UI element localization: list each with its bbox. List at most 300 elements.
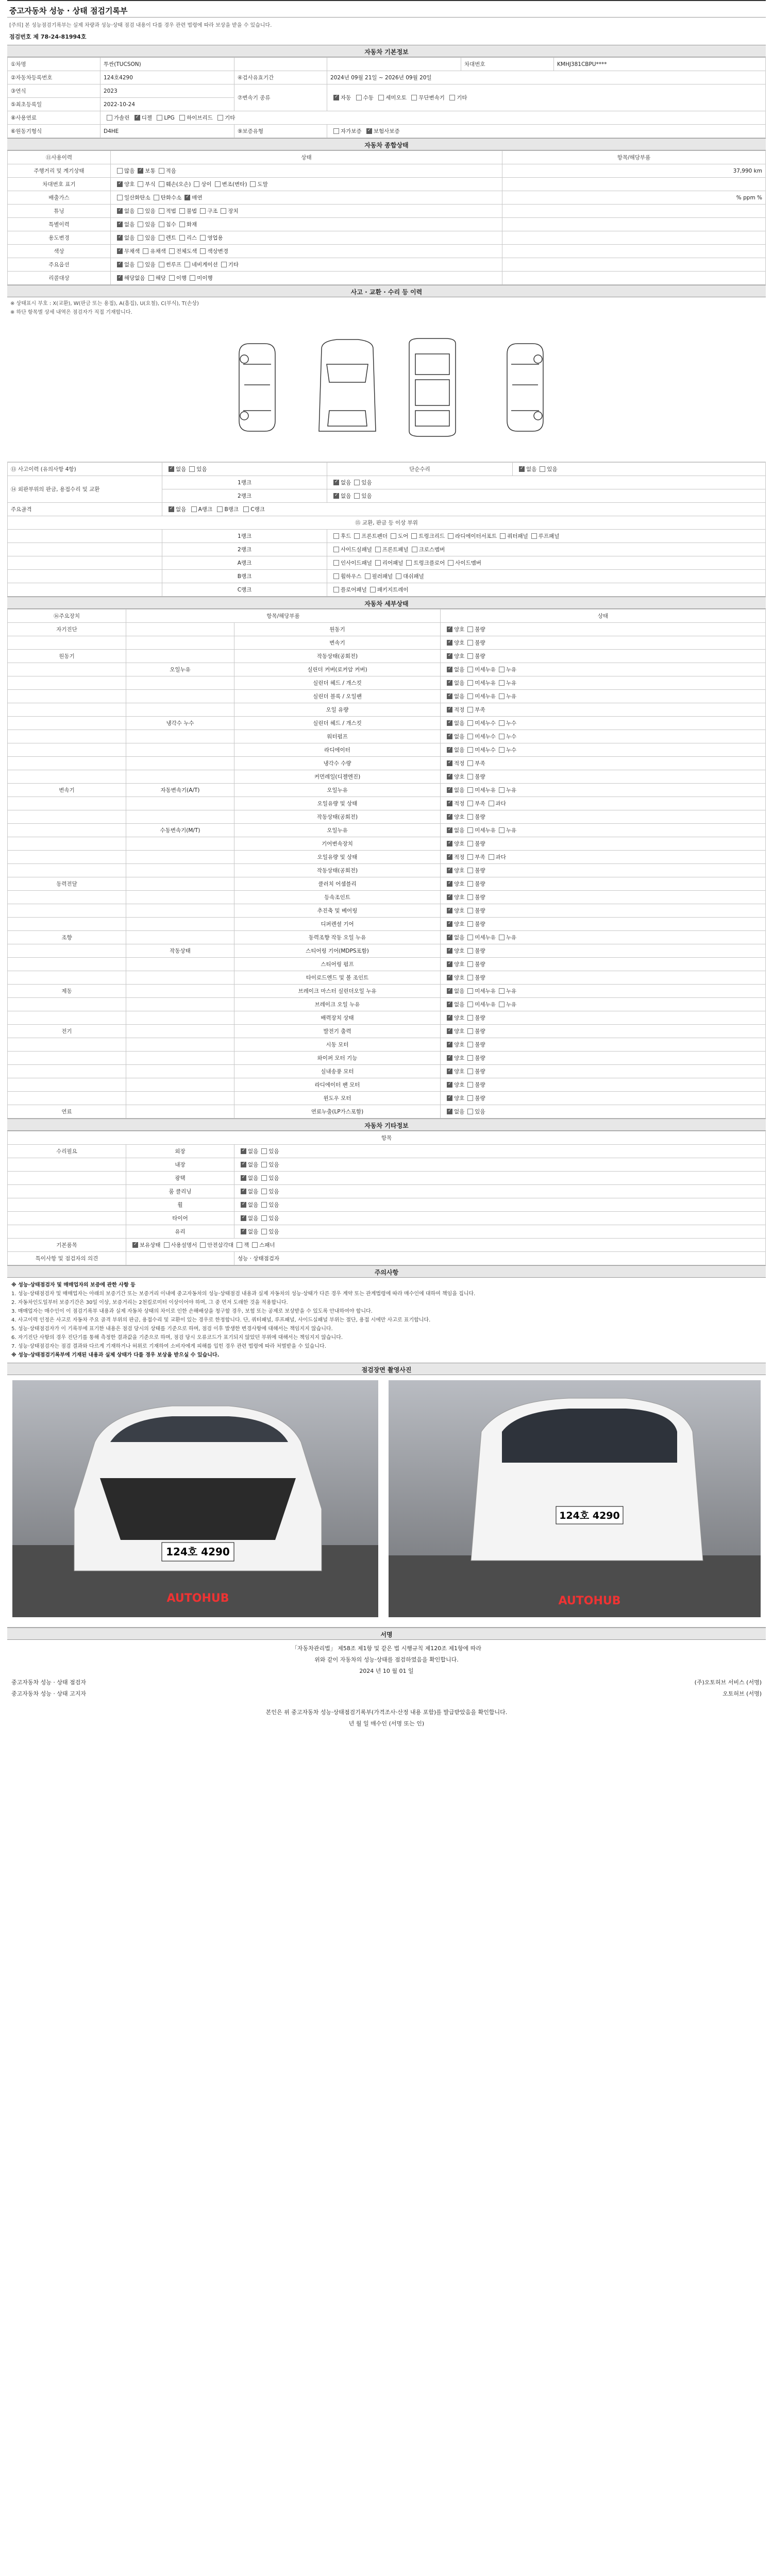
frame-3-1[interactable] [365,573,371,579]
frame-2-3[interactable] [448,560,453,566]
detail-10-check-0[interactable] [447,760,452,766]
frame-2-2[interactable] [406,560,412,566]
detail-4-check-1[interactable] [467,680,473,686]
detail-table [7,609,766,1118]
general-row: 색상 ✓ 무채색 유채색 전체도색 색상변경 [8,245,766,258]
detail-20-check-1[interactable] [467,894,473,900]
fuel-check-4[interactable] [217,115,223,121]
period-label: ④검사유효기간 [234,71,327,84]
frame-4-0[interactable] [333,587,339,592]
detail-7-check-0[interactable] [447,720,452,726]
notice-text: [주의] 본 성능점검기록부는 실제 차량과 성능·상태 점검 내용이 다를 경우 관련 법령에 따라 보상을 받을 수 있습니다. [9,23,272,28]
detail-27-check-2[interactable] [499,988,505,994]
frame-1-1[interactable] [375,547,381,552]
general-row: 리콜대상 ✓ 해당없음 해당 이행 미이행 [8,272,766,285]
basic-table [7,57,766,138]
frame-0-2[interactable] [391,533,396,539]
section-basic: 자동차 기본정보 [7,45,766,57]
general-6-check-1[interactable] [143,248,148,254]
general-3-check-0[interactable] [117,208,123,214]
basic-items-label: 기본품목 [8,1239,126,1252]
other-3-check-0[interactable] [241,1189,246,1194]
detail-6-check-0[interactable] [447,707,452,713]
frame-0-5[interactable] [500,533,506,539]
detail-23-check-1[interactable] [467,935,473,940]
detail-14-check-0[interactable] [447,814,452,820]
general-7-check-0[interactable] [117,262,123,267]
general-4-check-0[interactable] [117,222,123,227]
detail-21-check-0[interactable] [447,908,452,913]
frame-row: B랭크 휠하우스 필러패널 대쉬패널 [8,570,766,583]
general-0-check-1[interactable] [138,168,143,174]
general-row: 주행거리 및 계기상태 많음✓ 보통 적음 37,990 km [8,164,766,178]
detail-8-check-0[interactable] [447,734,452,739]
detail-21-check-1[interactable] [467,908,473,913]
general-6-check-3[interactable] [200,248,206,254]
detail-28-check-2[interactable] [499,1002,505,1007]
other-header: 항목 [8,1131,766,1145]
rank2-yes-check[interactable] [354,493,360,499]
detail-25-check-1[interactable] [467,961,473,967]
frame-1-0[interactable] [333,547,339,552]
caution-item: 1. 성능·상태점검자 및 매매업자는 아래의 보증기간 또는 보증거리 이내에 중고자동차의 성능·상태점검 내용과 실제 자동차의 성능·상태가 다른 경우 계약 또는 관계법령에 따라 매수인에 대하여 책임을 집니다. [11,1291,476,1297]
first-reg-value: 2022-10-24 [100,98,234,111]
detail-8-check-2[interactable] [499,734,505,739]
detail-35-check-0[interactable] [447,1095,452,1101]
detail-row: 시동 모터 ✓ 양호 불량 [8,1038,766,1052]
frame-a-check[interactable] [191,506,197,512]
checker-sign: (주)오토허브 서비스 (서명) [694,1679,762,1686]
name-label: ①차명 [8,58,100,71]
detail-row: 변속기 ✓ 양호 불량 [8,636,766,650]
other-row: 휠 ✓ 없음 있음 [8,1198,766,1212]
detail-row: 실린더 헤드 / 개스킷 ✓ 없음 미세누유 누유 [8,676,766,690]
detail-0-check-0[interactable] [447,626,452,632]
detail-15-check-2[interactable] [499,827,505,833]
detail-row: 윈도우 모터 ✓ 양호 불량 [8,1092,766,1105]
other-5-check-1[interactable] [261,1215,267,1221]
detail-22-check-1[interactable] [467,921,473,927]
general-7-check-1[interactable] [138,262,143,267]
detail-row: 조향 동력조향 작동 오일 누유 ✓ 없음 미세누유 누유 [8,931,766,944]
detail-row: 와이퍼 모터 기능 ✓ 양호 불량 [8,1052,766,1065]
damage-diagram [7,297,766,462]
general-8-check-2[interactable] [169,275,175,281]
detail-27-check-1[interactable] [467,988,473,994]
trans-options: ✓ 자동 수동 세미오토 무단변속기 기타 [327,84,766,111]
detail-25-check-0[interactable] [447,961,452,967]
detail-35-check-1[interactable] [467,1095,473,1101]
detail-13-check-2[interactable] [489,801,494,806]
general-row: 주요옵션 ✓ 없음 있음 썬루프 네비게이션 기타 [8,258,766,272]
frame-row: A랭크 인사이드패널 리어패널 트렁크플로어 사이드멤버 [8,556,766,570]
front-plate-text: 124호 4290 [166,1546,230,1558]
other-table [7,1131,766,1265]
warranty-check-1[interactable] [366,128,372,134]
other-row: 광택 ✓ 없음 있음 [8,1172,766,1185]
detail-33-check-1[interactable] [467,1069,473,1074]
car-top-icon [409,338,456,436]
detail-row: 제동 브레이크 마스터 실린더오일 누유 ✓ 없음 미세누유 누유 [8,985,766,998]
caution-item: 3. 매매업자는 매수인이 이 점검기록부 내용과 실제 자동차 상태의 차이로 인한 손해배상을 청구할 경우, 보험 또는 공제로 보상받을 수 있도록 안내하여야 합니다. [11,1309,373,1314]
trans-check-3[interactable] [411,95,417,100]
frame-section-label: ⑮ 교환, 판금 등 이상 부위 [8,516,766,530]
detail-12-check-0[interactable] [447,787,452,793]
doc-number-label: 점검번호 제 [9,33,39,40]
front-photo [12,1380,378,1617]
general-5-check-1[interactable] [138,235,143,241]
other-6-check-1[interactable] [261,1229,267,1234]
detail-2-check-1[interactable] [467,653,473,659]
detail-24-check-1[interactable] [467,948,473,954]
sign-line1: 「자동차관리법」 제58조 제1항 및 같은 법 시행규칙 제120조 제1항에 따라 [291,1645,482,1652]
basic-item-check-1[interactable] [164,1242,170,1248]
caution-head: ※ 성능·상태점검자 및 매매업자의 보증에 관한 사항 등 [11,1282,136,1288]
fuel-check-2[interactable] [157,115,162,121]
detail-12-check-2[interactable] [499,787,505,793]
trans-check-4[interactable] [449,95,455,100]
general-8-check-0[interactable] [117,275,123,281]
detail-row: 냉각수 수량 ✓ 적정 부족 [8,757,766,770]
detail-row: 원동기 작동상태(공회전) ✓ 양호 불량 [8,650,766,663]
detail-2-check-0[interactable] [447,653,452,659]
detail-row: 기어변속장치 ✓ 양호 불량 [8,837,766,851]
section-general: 자동차 종합상태 [7,138,766,150]
detail-row: 작동상태(공회전) ✓ 양호 불량 [8,864,766,877]
detail-9-check-0[interactable] [447,747,452,753]
detail-17-check-1[interactable] [467,854,473,860]
page-title: 중고자동차 성능 · 상태 점검기록부 [7,0,766,18]
detail-header-0: ⑯주요장치 [8,609,126,623]
detail-34-check-0[interactable] [447,1082,452,1088]
notifier-row: 중고자동차 성능 · 상태 고지자 오토허브 (서명) [11,1688,762,1700]
detail-34-check-1[interactable] [467,1082,473,1088]
fuel-check-1[interactable] [135,115,140,121]
basic-item-check-4[interactable] [252,1242,258,1248]
trans-check-1[interactable] [356,95,362,100]
other-row: 수리필요 외장 ✓ 없음 있음 [8,1145,766,1158]
detail-15-check-0[interactable] [447,827,452,833]
frame-0-1[interactable] [354,533,360,539]
accident-yes-check[interactable] [189,466,195,472]
simple-repair-yes-check[interactable] [540,466,545,472]
period-value: 2024년 09월 21일 ~ 2026년 09월 20일 [327,71,766,84]
front-brand-text: AUTOHUB [166,1592,229,1605]
general-6-check-2[interactable] [169,248,175,254]
general-6-check-0[interactable] [117,248,123,254]
basic-item-check-2[interactable] [200,1242,206,1248]
frame-c-check[interactable] [243,506,249,512]
detail-7-check-1[interactable] [467,720,473,726]
simple-repair-none-check[interactable] [519,466,525,472]
general-3-check-3[interactable] [179,208,185,214]
caution-item: 4. 사고이력 인정은 사고로 자동차 주요 골격 부위의 판금, 용접수리 및 교환이 있는 경우로 한정합니다. 단, 쿼터패널, 루프패널, 사이드실패널 부위는 절단, 용접 시에만 사고로 표기합니다. [11,1317,431,1323]
plate-value: 124호4290 [100,71,234,84]
accident-table: ⑬ 사고이력 (유의사항 4항) ✓ 없음 있음 단순수리 ✓ 없음 있음 ⑭ 외판부위의 판금, 용접수리 및 교환 1랭크 ✓ 없음 있음 2랭크 ✓ 없음 있음 주요골격 ✓ 없음 A랭크 B랭크 C랭크 ⑮ 교환, 판금 등 이상 부위 1랭크 후드 프론트펜더 도어 트렁크리드 라디에이터서포트 쿼터패널 루프패널 2랭크 사이드실패널 프론트패널 크로스멤버 A랭크 인사이드패널 리어패널 트렁크플로어 사이드멤버 B랭크 휠하우스 필러패널 대쉬패널 C랭크 플로어패널 패키지트레이 [7,462,766,597]
other-2-check-1[interactable] [261,1175,267,1181]
detail-29-check-1[interactable] [467,1015,473,1021]
other-5-check-0[interactable] [241,1215,246,1221]
frame-4-1[interactable] [370,587,376,592]
buyer-fields[interactable]: 년 월 일 매수인 (서명 또는 인) [348,1720,425,1727]
checker-row: 중고자동차 성능 · 상태 점검자 (주)오토허브 서비스 (서명) [11,1677,762,1688]
section-caution: 주의사항 [7,1265,766,1278]
detail-5-check-1[interactable] [467,693,473,699]
notifier-sign: 오토허브 (서명) [722,1690,762,1697]
sign-line2: 위와 같이 자동차의 성능·상태를 점검하였음을 확인합니다. [314,1656,459,1663]
detail-10-check-1[interactable] [467,760,473,766]
photos-area [7,1375,766,1628]
other-4-check-1[interactable] [261,1202,267,1208]
detail-13-check-1[interactable] [467,801,473,806]
receipt-text: 본인은 위 중고자동차 성능·상태점검기록부(가격조사·산정 내용 포함)를 발급받았음을 확인합니다. [265,1709,508,1716]
frame-0-0[interactable] [333,533,339,539]
basic-item-check-0[interactable] [132,1242,138,1248]
detail-4-check-2[interactable] [499,680,505,686]
detail-row: 오일유량 및 상태 ✓ 적정 부족 과다 [8,851,766,864]
detail-row: 라디에이터 팬 모터 ✓ 양호 불량 [8,1078,766,1092]
frame-2-0[interactable] [333,560,339,566]
detail-28-check-1[interactable] [467,1002,473,1007]
detail-22-check-0[interactable] [447,921,452,927]
detail-3-check-2[interactable] [499,667,505,672]
general-7-check-3[interactable] [184,262,190,267]
detail-1-check-1[interactable] [467,640,473,646]
detail-row: 작동상태(공회전) ✓ 양호 불량 [8,810,766,824]
vin-label: 차대번호 [461,58,554,71]
detail-row: 오일누유 실린더 커버(로커암 커버) ✓ 없음 미세누유 누유 [8,663,766,676]
detail-18-check-1[interactable] [467,868,473,873]
detail-17-check-2[interactable] [489,854,494,860]
other-4-check-0[interactable] [241,1202,246,1208]
detail-row: 냉각수 누수 실린더 헤드 / 개스킷 ✓ 없음 미세누수 누수 [8,717,766,730]
detail-11-check-0[interactable] [447,774,452,779]
general-3-check-5[interactable] [221,208,226,214]
detail-row: 브레이크 오일 누유 ✓ 없음 미세누유 누유 [8,998,766,1011]
general-4-check-2[interactable] [159,222,164,227]
general-5-check-3[interactable] [179,235,185,241]
rank1-none-check[interactable] [333,480,339,485]
general-3-check-2[interactable] [159,208,164,214]
frame-3-0[interactable] [333,573,339,579]
general-table [7,150,766,285]
special-label: 특이사항 및 점검자의 의견 [8,1252,126,1265]
detail-12-check-1[interactable] [467,787,473,793]
panel-label: ⑭ 외판부위의 판금, 용접수리 및 교환 [8,476,162,503]
general-header-1: 상태 [111,151,502,164]
detail-30-check-0[interactable] [447,1028,452,1034]
caution-item: 5. 성능·상태점검자가 이 기록부에 표기한 내용은 점검 당시의 상태를 기준으로 하며, 점검 이후 발생한 변경사항에 대해서는 책임지지 않습니다. [11,1326,333,1332]
general-7-check-2[interactable] [159,262,164,267]
detail-5-check-2[interactable] [499,693,505,699]
other-2-check-0[interactable] [241,1175,246,1181]
other-1-check-1[interactable] [261,1162,267,1167]
other-0-check-1[interactable] [261,1148,267,1154]
sign-date: 2024 년 10 월 01 일 [359,1668,414,1674]
frame-row: C랭크 플로어패널 패키지트레이 [8,583,766,597]
general-2-check-0[interactable] [117,195,123,200]
detail-13-check-0[interactable] [447,801,452,806]
general-1-check-4[interactable] [215,181,221,187]
general-3-check-1[interactable] [138,208,143,214]
detail-row: 변속기 자동변속기(A/T) 오일누유 ✓ 없음 미세누유 누유 [8,784,766,797]
detail-row: 등속조인트 ✓ 양호 불량 [8,891,766,904]
detail-7-check-2[interactable] [499,720,505,726]
general-header-2: 항목/해당부품 [502,151,766,164]
detail-20-check-0[interactable] [447,894,452,900]
detail-18-check-0[interactable] [447,868,452,873]
fuel-check-3[interactable] [179,115,185,121]
detail-3-check-0[interactable] [447,667,452,672]
warranty-check-0[interactable] [333,128,339,134]
detail-24-check-0[interactable] [447,948,452,954]
detail-31-check-0[interactable] [447,1042,452,1047]
detail-19-check-1[interactable] [467,881,473,887]
other-3-check-1[interactable] [261,1189,267,1194]
general-5-check-0[interactable] [117,235,123,241]
frame-0-6[interactable] [531,533,537,539]
general-4-check-3[interactable] [179,222,185,227]
detail-29-check-0[interactable] [447,1015,452,1021]
detail-row: 타이로드엔드 및 볼 조인트 ✓ 양호 불량 [8,971,766,985]
trans-label: ⑦변속기 종류 [234,84,327,111]
rear-photo [389,1380,761,1617]
car-left-side-icon [239,344,275,431]
inspection-photos [7,1375,766,1622]
fuel-options: 가솔린 ✓ 디젤 LPG 하이브리드 기타 [100,111,766,125]
caution-text [7,1278,766,1363]
detail-3-check-1[interactable] [467,667,473,672]
general-2-check-1[interactable] [154,195,159,200]
detail-row: 작동상태 스티어링 기어(MDPS포함) ✓ 양호 불량 [8,944,766,958]
frame-3-2[interactable] [396,573,401,579]
general-8-check-3[interactable] [190,275,195,281]
detail-0-check-1[interactable] [467,626,473,632]
detail-row: 디퍼렌셜 기어 ✓ 양호 불량 [8,918,766,931]
general-1-check-2[interactable] [159,181,164,187]
detail-row: 배력장치 상태 ✓ 양호 불량 [8,1011,766,1025]
detail-31-check-1[interactable] [467,1042,473,1047]
detail-16-check-0[interactable] [447,841,452,846]
signature-area [7,1640,766,1764]
section-photos: 점검장면 촬영사진 [7,1363,766,1375]
detail-28-check-0[interactable] [447,1002,452,1007]
general-8-check-1[interactable] [148,275,154,281]
detail-11-check-1[interactable] [467,774,473,779]
warranty-options: 자가보증 ✓ 보험사보증 [327,125,766,138]
detail-27-check-0[interactable] [447,988,452,994]
detail-36-check-1[interactable] [467,1109,473,1114]
name-value: 투싼(TUCSON) [100,58,234,71]
detail-row: 실내송풍 모터 ✓ 양호 불량 [8,1065,766,1078]
other-1-check-0[interactable] [241,1162,246,1167]
detail-9-check-2[interactable] [499,747,505,753]
general-1-check-5[interactable] [250,181,256,187]
model-value: D4HE [100,125,234,138]
detail-row: 연료 연료누출(LP가스포함) ✓ 없음 있음 [8,1105,766,1118]
other-row: 유리 ✓ 없음 있음 [8,1225,766,1239]
trans-check-0[interactable] [333,95,339,100]
detail-23-check-0[interactable] [447,935,452,940]
accident-none-check[interactable] [169,466,174,472]
basic-items-options: ✓ 보유상태 사용설명서 안전삼각대 잭 스패너 [126,1239,766,1252]
detail-row: 자기진단 원동기 ✓ 양호 불량 [8,623,766,636]
rank1-yes-check[interactable] [354,480,360,485]
detail-19-check-0[interactable] [447,881,452,887]
general-5-check-2[interactable] [159,235,164,241]
detail-9-check-1[interactable] [467,747,473,753]
frame-1-2[interactable] [412,547,417,552]
general-1-check-0[interactable] [117,181,123,187]
detail-26-check-1[interactable] [467,975,473,980]
general-7-check-4[interactable] [221,262,227,267]
frame-b-check[interactable] [217,506,223,512]
frame-0-3[interactable] [411,533,417,539]
detail-32-check-1[interactable] [467,1055,473,1061]
frame-0-4[interactable] [448,533,453,539]
detail-4-check-0[interactable] [447,680,452,686]
general-0-check-2[interactable] [159,168,164,174]
rank2-none-check[interactable] [333,493,339,499]
detail-5-check-0[interactable] [447,693,452,699]
caution-item: 2. 자동차인도일부터 보증기간은 30일 이상, 보증거리는 2천킬로미터 이상이어야 하며, 그 중 먼저 도래한 것을 적용합니다. [11,1300,288,1306]
other-6-check-0[interactable] [241,1229,246,1234]
detail-row: 전기 발전기 출력 ✓ 양호 불량 [8,1025,766,1038]
section-sign: 서명 [7,1628,766,1640]
frame-label: 주요골격 [8,503,162,516]
warranty-label: ⑨보증유형 [234,125,327,138]
year-value: 2023 [100,84,234,98]
frame-none-check[interactable] [169,506,174,512]
basic-item-check-3[interactable] [237,1242,242,1248]
frame-2-1[interactable] [375,560,381,566]
detail-26-check-0[interactable] [447,975,452,980]
detail-17-check-0[interactable] [447,854,452,860]
general-3-check-4[interactable] [200,208,206,214]
detail-32-check-0[interactable] [447,1055,452,1061]
general-5-check-4[interactable] [200,235,206,241]
detail-33-check-0[interactable] [447,1069,452,1074]
detail-36-check-0[interactable] [447,1109,452,1114]
detail-row: 실린더 블록 / 오일팬 ✓ 없음 미세누유 누유 [8,690,766,703]
fuel-check-0[interactable] [107,115,112,121]
year-label: ③연식 [8,84,100,98]
detail-header-2: 상태 [441,609,766,623]
detail-row: 추진축 및 베어링 ✓ 양호 불량 [8,904,766,918]
frame-row: 2랭크 사이드실패널 프론트패널 크로스멤버 [8,543,766,556]
detail-30-check-1[interactable] [467,1028,473,1034]
general-2-check-2[interactable] [184,195,190,200]
general-0-check-0[interactable] [117,168,123,174]
detail-row: 오일 유량 ✓ 적정 부족 [8,703,766,717]
detail-23-check-2[interactable] [499,935,505,940]
other-0-check-0[interactable] [241,1148,246,1154]
general-4-check-1[interactable] [138,222,143,227]
car-outline-diagram [229,333,559,442]
detail-16-check-1[interactable] [467,841,473,846]
detail-1-check-0[interactable] [447,640,452,646]
detail-row: 커먼레일(디젤엔진) ✓ 양호 불량 [8,770,766,784]
trans-check-2[interactable] [378,95,384,100]
detail-8-check-1[interactable] [467,734,473,739]
detail-6-check-1[interactable] [467,707,473,713]
general-1-check-3[interactable] [194,181,199,187]
special-value: 성능 · 상태점검자 [234,1252,766,1265]
general-1-check-1[interactable] [138,181,143,187]
accident-label: ⑬ 사고이력 (유의사항 4항) [8,463,162,476]
detail-14-check-1[interactable] [467,814,473,820]
detail-15-check-1[interactable] [467,827,473,833]
